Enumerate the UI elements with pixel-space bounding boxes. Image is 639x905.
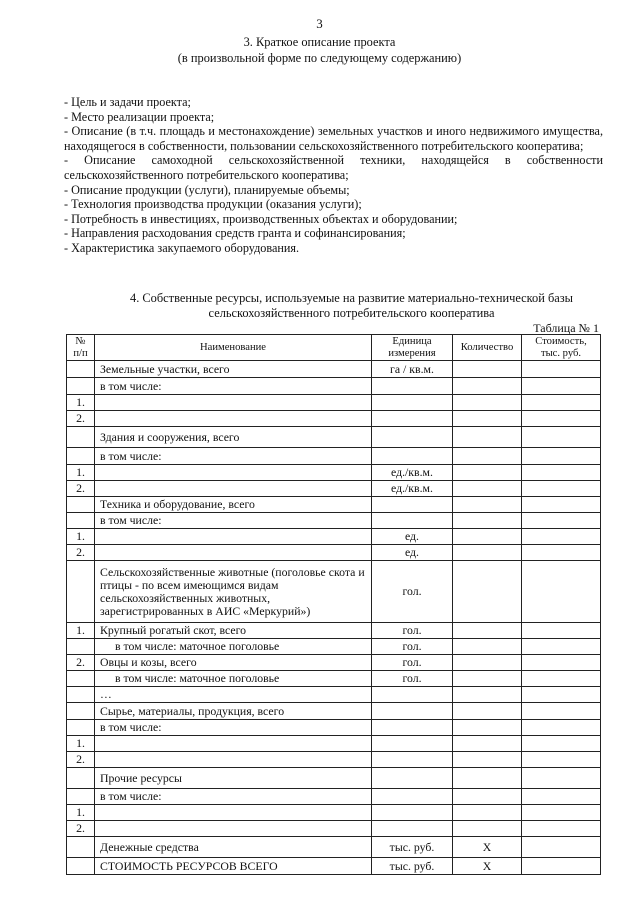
list-item: - Цель и задачи проекта; [64,95,191,109]
row-name-cell: в том числе: маточное поголовье [95,671,372,687]
row-num-cell [67,378,95,395]
row-name-cell [95,805,372,821]
row-cost-cell [522,465,601,481]
row-cost-cell [522,805,601,821]
row-unit-cell: гол. [372,671,453,687]
table-row [67,736,601,752]
table-row [67,427,601,448]
row-qty-cell [453,427,522,448]
list-item: - Описание продукции (услуги), планируемые объемы; [64,182,350,197]
table-row [67,361,601,378]
row-cost-cell [522,378,601,395]
row-unit-cell [372,789,453,805]
row-qty-cell [453,448,522,465]
row-cost-cell [522,639,601,655]
row-num-cell [67,703,95,720]
row-unit-cell [372,513,453,529]
row-qty-cell [453,623,522,639]
row-qty-cell [453,789,522,805]
row-unit-cell [372,448,453,465]
row-unit-cell [372,805,453,821]
row-cost-cell [522,448,601,465]
row-cost-cell [522,481,601,497]
row-name-cell [95,752,372,768]
row-qty-cell [453,639,522,655]
table-row [67,858,601,875]
row-name-cell [95,545,372,561]
row-qty-cell [453,752,522,768]
table-row [67,752,601,768]
row-unit-cell: ед. [372,545,453,561]
row-cost-cell [522,858,601,875]
row-qty-cell: Х [453,837,522,858]
row-name-cell: в том числе: [95,378,372,395]
table-header-row [67,335,601,361]
resources-table [66,334,601,875]
row-qty-cell [453,378,522,395]
list-item: - Описание самоходной сельскохозяйственной техники, находящейся в собственности сельскохозяйственного потребительского кооператива; [64,153,603,182]
row-cost-cell [522,671,601,687]
table-row [67,671,601,687]
row-name-cell [95,481,372,497]
row-cost-cell [522,703,601,720]
table-row [67,639,601,655]
row-num-cell [67,671,95,687]
row-name-cell: в том числе: маточное поголовье [95,639,372,655]
row-num-cell: 1. [67,529,95,545]
table-row [67,481,601,497]
section3-title: 3. Краткое описание проекта [243,35,396,49]
row-cost-cell [522,768,601,789]
row-cost-cell [522,561,601,623]
row-num-cell: 2. [67,545,95,561]
row-name-cell: в том числе: [95,513,372,529]
section4-title: 4. Собственные ресурсы, используемые на развитие материально-технической базы [130,291,573,305]
list-item: - Место реализации проекта; [64,109,215,124]
row-name-cell: … [95,687,372,703]
row-name-cell: Сельскохозяйственные животные (поголовье скота и птицы - по всем имеющимся видам сельскохозяйственных животных, зарегистрированных в АИС «Меркурий») [95,561,372,623]
row-num-cell: 2. [67,411,95,427]
row-name-cell: Сырье, материалы, продукция, всего [95,703,372,720]
row-unit-cell [372,768,453,789]
table-row [67,513,601,529]
section4-title-line2: сельскохозяйственного потребительского кооператива [208,306,495,320]
row-num-cell [67,427,95,448]
row-unit-cell: га / кв.м. [372,361,453,378]
row-qty-cell [453,545,522,561]
row-qty-cell: Х [453,858,522,875]
row-cost-cell [522,395,601,411]
row-cost-cell [522,655,601,671]
table-row [67,465,601,481]
row-cost-cell [522,736,601,752]
table-row [67,655,601,671]
row-num-cell [67,789,95,805]
row-num-cell: 2. [67,655,95,671]
row-unit-cell [372,703,453,720]
table-row [67,497,601,513]
row-num-cell [67,687,95,703]
row-qty-cell [453,395,522,411]
row-unit-cell: ед./кв.м. [372,465,453,481]
row-cost-cell [522,720,601,736]
table-row [67,837,601,858]
header-cost: Стоимость, тыс. руб. [522,335,601,361]
row-num-cell [67,858,95,875]
row-name-cell: Крупный рогатый скот, всего [95,623,372,639]
row-name-cell: СТОИМОСТЬ РЕСУРСОВ ВСЕГО [95,858,372,875]
row-name-cell [95,529,372,545]
row-unit-cell [372,378,453,395]
row-num-cell: 2. [67,752,95,768]
row-cost-cell [522,497,601,513]
row-unit-cell [372,687,453,703]
row-unit-cell [372,752,453,768]
row-qty-cell [453,497,522,513]
row-num-cell: 1. [67,736,95,752]
row-unit-cell: тыс. руб. [372,837,453,858]
row-num-cell [67,561,95,623]
row-cost-cell [522,821,601,837]
table-row [67,545,601,561]
row-num-cell: 1. [67,623,95,639]
row-cost-cell [522,789,601,805]
list-item: - Описание (в т.ч. площадь и местонахождение) земельных участков и иного недвижимого имущества, находящегося в собственности, пользовании сельскохозяйственного потребительского кооператива; [64,124,603,153]
row-num-cell [67,448,95,465]
row-unit-cell: гол. [372,561,453,623]
header-name: Наименование [95,335,372,361]
row-cost-cell [522,529,601,545]
row-cost-cell [522,427,601,448]
table-row [67,821,601,837]
row-qty-cell [453,720,522,736]
row-name-cell [95,395,372,411]
row-num-cell [67,837,95,858]
row-num-cell [67,513,95,529]
row-unit-cell: гол. [372,655,453,671]
row-qty-cell [453,768,522,789]
header-qty: Количество [453,335,522,361]
section3-subtitle: (в произвольной форме по следующему содержанию) [177,51,462,65]
row-qty-cell [453,529,522,545]
row-num-cell: 2. [67,481,95,497]
row-unit-cell [372,821,453,837]
page-number: 3 [316,16,323,31]
table-row [67,720,601,736]
row-num-cell [67,361,95,378]
row-name-cell [95,411,372,427]
table-row [67,623,601,639]
list-item: - Технология производства продукции (оказания услуги); [64,197,362,212]
row-name-cell: Овцы и козы, всего [95,655,372,671]
row-unit-cell [372,497,453,513]
row-unit-cell: тыс. руб. [372,858,453,875]
header-num: № п/п [67,335,95,361]
row-name-cell: в том числе: [95,720,372,736]
row-name-cell: в том числе: [95,448,372,465]
table-row [67,687,601,703]
row-cost-cell [522,545,601,561]
row-num-cell: 2. [67,821,95,837]
row-num-cell: 1. [67,805,95,821]
row-qty-cell [453,481,522,497]
list-item: - Характеристика закупаемого оборудования. [64,240,300,255]
row-qty-cell [453,687,522,703]
row-cost-cell [522,687,601,703]
list-item: - Потребность в инвестициях, производственных объектах и оборудовании; [64,211,458,226]
row-cost-cell [522,361,601,378]
row-unit-cell [372,411,453,427]
row-num-cell: 1. [67,465,95,481]
table-row [67,805,601,821]
row-qty-cell [453,513,522,529]
row-name-cell: Здания и сооружения, всего [95,427,372,448]
table-row [67,529,601,545]
row-unit-cell: гол. [372,623,453,639]
row-unit-cell: ед./кв.м. [372,481,453,497]
row-qty-cell [453,671,522,687]
row-qty-cell [453,821,522,837]
table-caption: Таблица № 1 [533,321,599,335]
row-unit-cell [372,427,453,448]
row-name-cell: Земельные участки, всего [95,361,372,378]
table-row [67,378,601,395]
table-row [67,789,601,805]
table-row [67,411,601,427]
row-name-cell: Техника и оборудование, всего [95,497,372,513]
row-unit-cell [372,736,453,752]
section3-items [64,95,603,256]
row-qty-cell [453,361,522,378]
table-row [67,768,601,789]
row-name-cell [95,736,372,752]
header-unit: Единица измерения [372,335,453,361]
row-qty-cell [453,561,522,623]
row-cost-cell [522,411,601,427]
list-item: - Направления расходования средств гранта и софинансирования; [64,226,406,241]
row-qty-cell [453,655,522,671]
row-cost-cell [522,623,601,639]
row-num-cell [67,497,95,513]
row-num-cell [67,768,95,789]
table-row [67,395,601,411]
row-num-cell [67,639,95,655]
row-name-cell: в том числе: [95,789,372,805]
row-qty-cell [453,411,522,427]
row-num-cell [67,720,95,736]
row-qty-cell [453,465,522,481]
row-name-cell [95,821,372,837]
row-name-cell: Прочие ресурсы [95,768,372,789]
table-row [67,448,601,465]
row-unit-cell: ед. [372,529,453,545]
row-unit-cell: гол. [372,639,453,655]
row-cost-cell [522,513,601,529]
row-unit-cell [372,720,453,736]
row-qty-cell [453,805,522,821]
row-qty-cell [453,736,522,752]
row-num-cell: 1. [67,395,95,411]
row-unit-cell [372,395,453,411]
row-cost-cell [522,752,601,768]
row-cost-cell [522,837,601,858]
row-qty-cell [453,703,522,720]
row-name-cell [95,465,372,481]
table-row [67,703,601,720]
row-name-cell: Денежные средства [95,837,372,858]
table-row [67,561,601,623]
